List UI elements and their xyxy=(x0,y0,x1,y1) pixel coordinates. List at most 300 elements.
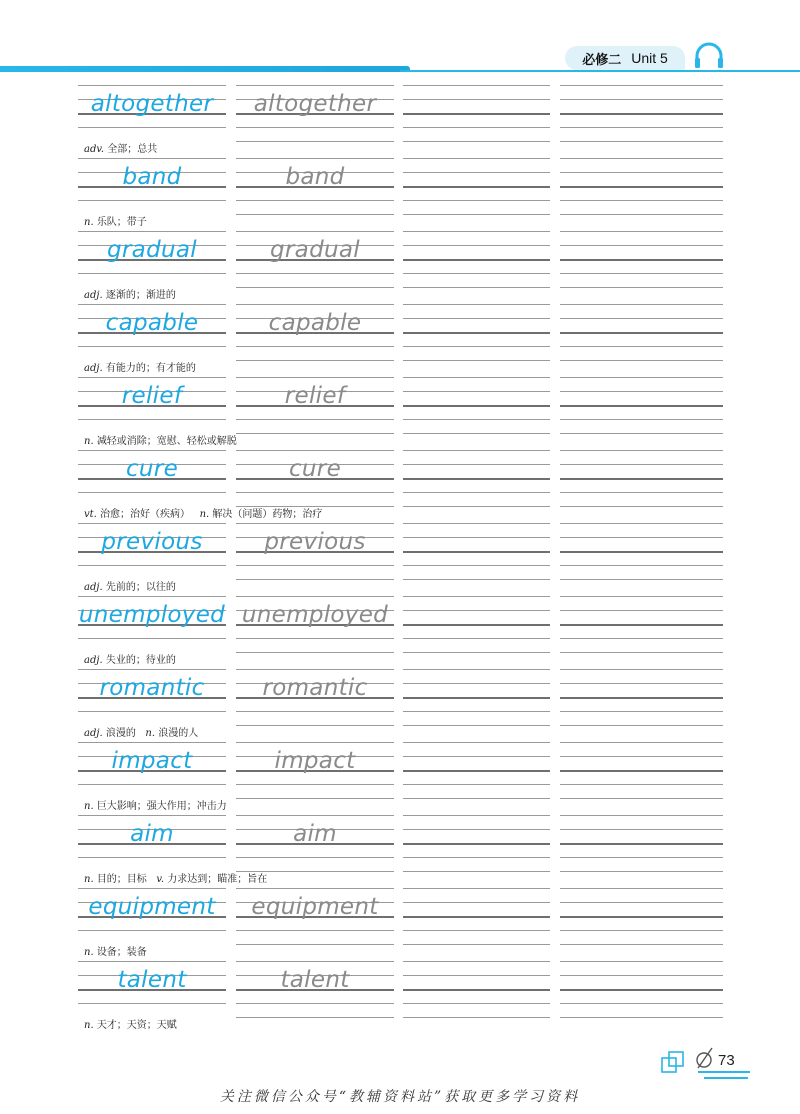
practice-cell[interactable] xyxy=(560,596,723,652)
ruling-line xyxy=(560,318,723,319)
ruling-line xyxy=(560,798,723,799)
practice-cell[interactable] xyxy=(403,158,550,214)
part-of-speech: adv. xyxy=(84,144,105,155)
ruling-line xyxy=(560,961,723,962)
ruling-line xyxy=(78,450,226,451)
practice-cell[interactable] xyxy=(560,304,723,360)
ruling-line xyxy=(236,304,394,305)
ruling-line xyxy=(236,127,394,128)
ruling-line xyxy=(236,433,394,434)
ruling-line xyxy=(560,360,723,361)
word-trace: band xyxy=(285,164,345,190)
ruling-line xyxy=(560,857,723,858)
ruling-line xyxy=(78,231,226,232)
ruling-line xyxy=(403,360,550,361)
part-of-speech: n. xyxy=(84,217,94,228)
ruling-line xyxy=(403,697,550,699)
ruling-line xyxy=(560,419,723,420)
ruling-line xyxy=(403,683,550,684)
ruling-line xyxy=(560,346,723,347)
ruling-line xyxy=(560,1017,723,1018)
word-model-cell xyxy=(78,377,226,433)
ruling-line xyxy=(403,113,550,115)
ruling-line xyxy=(403,579,550,580)
ruling-line xyxy=(78,1003,226,1004)
ruling-line xyxy=(403,756,550,757)
word-row xyxy=(0,815,800,888)
ruling-line xyxy=(403,902,550,903)
header-rule xyxy=(400,70,800,72)
ruling-line xyxy=(236,857,394,858)
ruling-line xyxy=(403,857,550,858)
ruling-line xyxy=(403,506,550,507)
ruling-line xyxy=(403,711,550,712)
word-row xyxy=(0,669,800,742)
ruling-line xyxy=(403,784,550,785)
word-row xyxy=(0,450,800,523)
practice-cell[interactable] xyxy=(560,450,723,506)
word-model: gradual xyxy=(107,237,197,263)
header-accent-bar xyxy=(0,66,410,72)
word-trace-cell xyxy=(236,158,394,214)
word-definition xyxy=(84,213,147,228)
ruling-line xyxy=(236,596,394,597)
ruling-line xyxy=(403,214,550,215)
practice-cell[interactable] xyxy=(560,158,723,214)
ruling-line xyxy=(78,857,226,858)
ruling-line xyxy=(403,930,550,931)
definition-text: 乐队；带子 xyxy=(96,217,147,228)
ruling-line xyxy=(236,273,394,274)
ruling-line xyxy=(78,200,226,201)
practice-cell[interactable] xyxy=(560,669,723,725)
ruling-line xyxy=(403,1003,550,1004)
ruling-line xyxy=(236,377,394,378)
word-trace: aim xyxy=(293,821,337,847)
word-trace-cell xyxy=(236,85,394,141)
ruling-line xyxy=(403,537,550,538)
word-row xyxy=(0,888,800,961)
ruling-line xyxy=(236,815,394,816)
ruling-line xyxy=(560,127,723,128)
ruling-line xyxy=(403,419,550,420)
ruling-line xyxy=(78,304,226,305)
copy-icon xyxy=(660,1050,686,1076)
ruling-line xyxy=(560,259,723,261)
ruling-line xyxy=(403,346,550,347)
ruling-line xyxy=(403,624,550,626)
word-trace: cure xyxy=(288,456,342,482)
word-model-cell xyxy=(78,304,226,360)
practice-cell[interactable] xyxy=(403,669,550,725)
word-trace-cell xyxy=(236,888,394,944)
definition-text: 巨大影响；强大作用；冲击力 xyxy=(96,801,227,812)
definition-text: 治愈；治好（疾病） xyxy=(100,509,191,520)
ruling-line xyxy=(78,158,226,159)
definition-text: 逐渐的；渐进的 xyxy=(105,290,176,301)
ruling-line xyxy=(560,652,723,653)
part-of-speech: n. xyxy=(84,874,94,885)
word-model-cell xyxy=(78,158,226,214)
word-row xyxy=(0,158,800,231)
ruling-line xyxy=(403,843,550,845)
ruling-line xyxy=(560,784,723,785)
practice-cell[interactable] xyxy=(560,231,723,287)
ruling-line xyxy=(560,85,723,86)
ruling-line xyxy=(560,888,723,889)
word-definition xyxy=(84,286,176,301)
word-model: unemployed xyxy=(78,602,226,628)
definition-text: 先前的；以往的 xyxy=(105,582,176,593)
word-trace: capable xyxy=(268,310,362,336)
pen-icon xyxy=(694,1046,716,1072)
ruling-line xyxy=(403,638,550,639)
definition-text: 设备；装备 xyxy=(96,947,147,958)
part-of-speech: n. xyxy=(145,728,156,739)
ruling-line xyxy=(560,158,723,159)
word-model-cell xyxy=(78,231,226,287)
part-of-speech: n. xyxy=(199,509,210,520)
ruling-line xyxy=(78,377,226,378)
word-definition xyxy=(84,797,227,812)
part-of-speech: n. xyxy=(84,801,94,812)
definition-text: 减轻或消除；宽慰、轻松或解脱 xyxy=(96,436,237,447)
practice-cell[interactable] xyxy=(403,888,550,944)
ruling-line xyxy=(236,652,394,653)
page-number-underline-2 xyxy=(704,1077,748,1079)
word-definition xyxy=(84,870,267,885)
part-of-speech: vt. xyxy=(84,509,97,520)
word-definition xyxy=(84,943,147,958)
ruling-line xyxy=(403,259,550,261)
ruling-line xyxy=(560,742,723,743)
practice-cell[interactable] xyxy=(560,815,723,871)
ruling-line xyxy=(236,85,394,86)
ruling-line xyxy=(560,172,723,173)
ruling-line xyxy=(560,975,723,976)
word-model-cell xyxy=(78,596,226,652)
ruling-line xyxy=(403,652,550,653)
ruling-line xyxy=(560,756,723,757)
word-model-cell xyxy=(78,669,226,725)
definition-text: 有能力的；有才能的 xyxy=(105,363,196,374)
definition-text: 浪漫的 xyxy=(105,728,136,739)
ruling-line xyxy=(560,551,723,553)
ruling-line xyxy=(78,492,226,493)
word-trace-cell xyxy=(236,377,394,433)
word-trace: equipment xyxy=(251,894,379,920)
ruling-line xyxy=(403,245,550,246)
ruling-line xyxy=(236,158,394,159)
word-model-cell xyxy=(78,523,226,579)
ruling-line xyxy=(403,596,550,597)
word-row xyxy=(0,961,800,1034)
ruling-line xyxy=(403,231,550,232)
word-trace-cell xyxy=(236,304,394,360)
ruling-line xyxy=(403,186,550,188)
word-trace: impact xyxy=(274,748,356,774)
ruling-line xyxy=(78,930,226,931)
ruling-line xyxy=(560,711,723,712)
part-of-speech: n. xyxy=(84,436,94,447)
ruling-line xyxy=(560,231,723,232)
part-of-speech: adj. xyxy=(84,363,103,374)
practice-cell[interactable] xyxy=(560,85,723,141)
ruling-line xyxy=(560,596,723,597)
ruling-line xyxy=(236,419,394,420)
ruling-line xyxy=(403,158,550,159)
ruling-line xyxy=(236,579,394,580)
ruling-line xyxy=(236,888,394,889)
ruling-line xyxy=(403,464,550,465)
ruling-line xyxy=(560,829,723,830)
ruling-line xyxy=(403,975,550,976)
ruling-line xyxy=(403,1017,550,1018)
definition-text: 浪漫的人 xyxy=(158,728,199,739)
ruling-line xyxy=(560,624,723,626)
ruling-line xyxy=(78,742,226,743)
ruling-line xyxy=(403,669,550,670)
ruling-line xyxy=(560,610,723,611)
word-definition xyxy=(84,651,176,666)
ruling-line xyxy=(78,784,226,785)
practice-cell[interactable] xyxy=(403,450,550,506)
ruling-line xyxy=(78,85,226,86)
ruling-line xyxy=(236,141,394,142)
ruling-line xyxy=(403,405,550,407)
part-of-speech: n. xyxy=(84,947,94,958)
ruling-line xyxy=(560,200,723,201)
word-trace-cell xyxy=(236,523,394,579)
footer-note: 关注微信公众号“教辅资料站”获取更多学习资料 xyxy=(219,1089,581,1105)
word-definition xyxy=(84,140,157,155)
word-row xyxy=(0,596,800,669)
ruling-line xyxy=(236,450,394,451)
ruling-line xyxy=(560,99,723,100)
ruling-line xyxy=(236,231,394,232)
headphone-icon[interactable] xyxy=(692,42,726,70)
book-label: 必修二 xyxy=(582,52,622,68)
ruling-line xyxy=(78,127,226,128)
definition-text: 解决（问题）药物；治疗 xyxy=(212,509,323,520)
word-trace: talent xyxy=(280,967,350,993)
word-definition xyxy=(84,724,198,739)
ruling-line xyxy=(403,523,550,524)
ruling-line xyxy=(403,815,550,816)
ruling-line xyxy=(78,273,226,274)
practice-cell[interactable] xyxy=(403,742,550,798)
word-trace-cell xyxy=(236,815,394,871)
ruling-line xyxy=(560,450,723,451)
ruling-line xyxy=(236,669,394,670)
unit-name: Unit 5 xyxy=(631,50,668,66)
ruling-line xyxy=(236,346,394,347)
word-model: cure xyxy=(125,456,179,482)
word-trace-cell xyxy=(236,596,394,652)
word-trace-cell xyxy=(236,961,394,1017)
word-model: impact xyxy=(111,748,193,774)
word-row xyxy=(0,231,800,304)
ruling-line xyxy=(403,318,550,319)
practice-cell[interactable] xyxy=(403,523,550,579)
practice-cell[interactable] xyxy=(403,304,550,360)
ruling-line xyxy=(236,711,394,712)
word-model: altogether xyxy=(90,91,214,117)
definition-text: 失业的；待业的 xyxy=(105,655,176,666)
word-model: band xyxy=(122,164,182,190)
ruling-line xyxy=(78,596,226,597)
ruling-line xyxy=(236,638,394,639)
part-of-speech: adj. xyxy=(84,582,103,593)
word-trace: altogether xyxy=(253,91,377,117)
word-trace-cell xyxy=(236,450,394,506)
ruling-line xyxy=(236,565,394,566)
ruling-line xyxy=(78,888,226,889)
ruling-line xyxy=(403,829,550,830)
ruling-line xyxy=(403,770,550,772)
ruling-line xyxy=(236,492,394,493)
ruling-line xyxy=(78,638,226,639)
ruling-line xyxy=(236,961,394,962)
word-trace: previous xyxy=(264,529,366,555)
ruling-line xyxy=(236,214,394,215)
word-model-cell xyxy=(78,450,226,506)
ruling-line xyxy=(560,843,723,845)
practice-cell[interactable] xyxy=(560,961,723,1017)
word-model-cell xyxy=(78,815,226,871)
ruling-line xyxy=(403,391,550,392)
ruling-line xyxy=(403,798,550,799)
part-of-speech: adj. xyxy=(84,655,103,666)
word-model-cell xyxy=(78,742,226,798)
word-model-cell xyxy=(78,888,226,944)
page-number-underline xyxy=(698,1071,750,1073)
ruling-line xyxy=(236,944,394,945)
ruling-line xyxy=(403,871,550,872)
ruling-line xyxy=(403,85,550,86)
definition-text: 目的；目标 xyxy=(96,874,147,885)
word-model: talent xyxy=(117,967,187,993)
ruling-line xyxy=(560,492,723,493)
ruling-line xyxy=(403,332,550,334)
ruling-line xyxy=(560,565,723,566)
practice-cell[interactable] xyxy=(560,523,723,579)
ruling-line xyxy=(236,742,394,743)
ruling-line xyxy=(78,711,226,712)
definition-text: 力求达到；瞄准；旨在 xyxy=(167,874,268,885)
ruling-line xyxy=(78,419,226,420)
word-model: capable xyxy=(105,310,199,336)
ruling-line xyxy=(403,989,550,991)
practice-cell[interactable] xyxy=(403,596,550,652)
ruling-line xyxy=(560,1003,723,1004)
ruling-line xyxy=(560,405,723,407)
ruling-line xyxy=(403,273,550,274)
ruling-line xyxy=(560,930,723,931)
ruling-line xyxy=(78,669,226,670)
ruling-line xyxy=(560,332,723,334)
page-number: 73 xyxy=(718,1052,735,1069)
ruling-line xyxy=(236,287,394,288)
ruling-line xyxy=(560,989,723,991)
word-model-cell xyxy=(78,85,226,141)
word-row xyxy=(0,742,800,815)
ruling-line xyxy=(560,245,723,246)
ruling-line xyxy=(560,464,723,465)
word-model: previous xyxy=(101,529,203,555)
ruling-line xyxy=(236,1017,394,1018)
ruling-line xyxy=(403,433,550,434)
practice-cell[interactable] xyxy=(403,815,550,871)
word-trace: relief xyxy=(284,383,346,409)
word-trace: unemployed xyxy=(241,602,389,628)
word-row xyxy=(0,85,800,158)
ruling-line xyxy=(560,186,723,188)
practice-cell[interactable] xyxy=(403,961,550,1017)
ruling-line xyxy=(236,200,394,201)
word-row xyxy=(0,523,800,596)
ruling-line xyxy=(236,930,394,931)
ruling-line xyxy=(560,214,723,215)
ruling-line xyxy=(78,565,226,566)
word-model: romantic xyxy=(99,675,205,701)
ruling-line xyxy=(236,725,394,726)
practice-cell[interactable] xyxy=(560,888,723,944)
ruling-line xyxy=(560,770,723,772)
definition-text: 全部；总共 xyxy=(107,144,158,155)
word-model: aim xyxy=(130,821,174,847)
ruling-line xyxy=(236,798,394,799)
ruling-line xyxy=(403,492,550,493)
ruling-line xyxy=(403,961,550,962)
word-row xyxy=(0,304,800,377)
word-definition xyxy=(84,578,176,593)
part-of-speech: v. xyxy=(156,874,165,885)
practice-cell[interactable] xyxy=(403,85,550,141)
definition-text: 天才；天资；天赋 xyxy=(96,1020,177,1031)
practice-cell[interactable] xyxy=(560,742,723,798)
part-of-speech: adj. xyxy=(84,728,103,739)
ruling-line xyxy=(403,141,550,142)
ruling-line xyxy=(560,506,723,507)
ruling-line xyxy=(560,478,723,480)
ruling-line xyxy=(403,377,550,378)
practice-cell[interactable] xyxy=(560,377,723,433)
part-of-speech: n. xyxy=(84,1020,94,1031)
ruling-line xyxy=(403,565,550,566)
word-trace: romantic xyxy=(262,675,368,701)
ruling-line xyxy=(78,346,226,347)
word-definition xyxy=(84,1016,177,1031)
ruling-line xyxy=(560,304,723,305)
practice-cell[interactable] xyxy=(403,377,550,433)
word-definition xyxy=(84,505,322,520)
ruling-line xyxy=(560,683,723,684)
ruling-line xyxy=(78,815,226,816)
ruling-line xyxy=(403,478,550,480)
word-trace-cell xyxy=(236,742,394,798)
word-definition xyxy=(84,432,237,447)
practice-cell[interactable] xyxy=(403,231,550,287)
ruling-line xyxy=(236,1003,394,1004)
ruling-line xyxy=(403,888,550,889)
ruling-line xyxy=(560,871,723,872)
ruling-line xyxy=(403,610,550,611)
ruling-line xyxy=(403,99,550,100)
ruling-line xyxy=(403,916,550,918)
ruling-line xyxy=(403,287,550,288)
ruling-line xyxy=(560,141,723,142)
